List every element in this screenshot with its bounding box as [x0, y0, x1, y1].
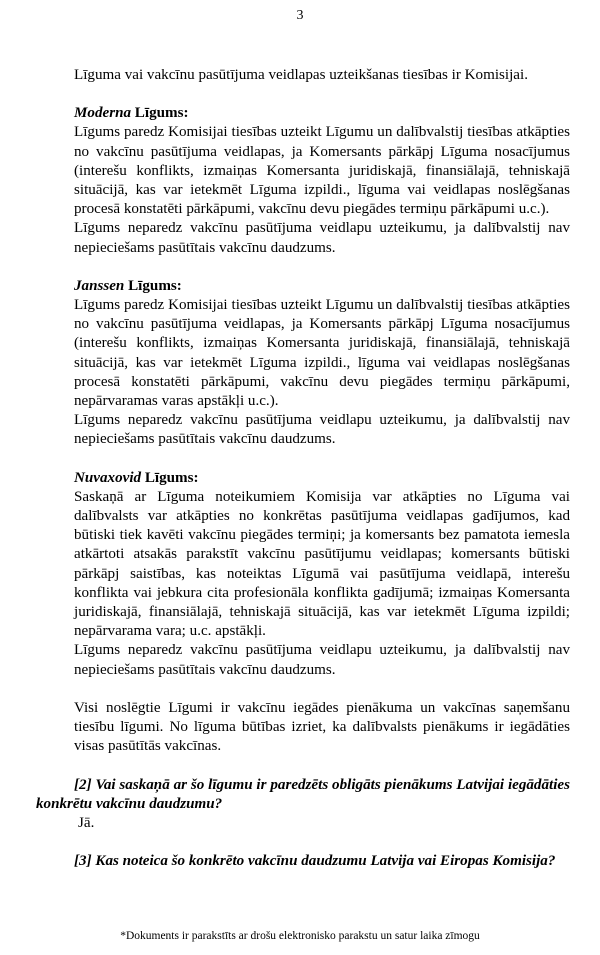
section-paragraph-1: Saskaņā ar Līguma noteikumiem Komisija var atkāpties no Līguma vai dalībvalsts var atkāpties no konkrētas pasūtījuma veidlapas gadījumos, kad būtiski tiek kavēti vakcīnu piegādes termiņi; ja komersants bez pamatota iemesla atkārtoti atsakās parakstīt vakcīnu pasūtījumu veidlapas; komersants būtiski pārkāpj saistības, kas noteiktas Līgumā vai pasūtījuma veidlapā, interešu konflikta vai jebkura cita profesionāla konflikta gadījumā; izmaiņas Komersanta juridiskajā, finansiālajā, tehniskajā situācijā, kas var ietekmēt Līguma izpildi; nepārvarama vara; u.c. apstākļi. [74, 488, 570, 640]
section-janssen [74, 277, 570, 450]
document-body [36, 66, 570, 871]
question-2: [2] Vai saskaņā ar šo līgumu ir paredzēts obligāts pienākums Latvijai iegādāties konkrētu vakcīnu daudzumu? [36, 776, 570, 812]
section-paragraph-1: Līgums paredz Komisijai tiesības uzteikt Līgumu un dalībvalstij tiesības atkāpties no vakcīnu pasūtījuma veidlapas, ja Komersants pārkāpj Līguma nosacījumus (interešu konflikts, izmaiņas Komersanta juridiskajā, finansiālajā, tehniskajā situācijā, kas var ietekmēt Līguma izpildi., līguma vai veidlapas noslēgšanas procesā konstatēti pārkāpumi, vakcīnu devu piegādes termiņu pārkāpumi u.c.). [74, 124, 570, 218]
section-heading [74, 469, 570, 488]
answer-2: Jā. [78, 814, 95, 831]
summary-paragraph: Visi noslēgtie Līgumi ir vakcīnu iegādes pienākuma un vakcīnas saņemšanu tiesību līgumi. No līguma būtības izriet, ka dalībvalsts pienākums ir iegādāties visas pasūtītās vakcīnas. [74, 699, 570, 755]
heading-suffix: Līgums: [124, 277, 182, 294]
intro-paragraph: Līguma vai vakcīnu pasūtījuma veidlapas uzteikšanas tiesības ir Komisijai. [74, 67, 528, 83]
brand-name: Janssen [74, 277, 125, 294]
signature-footnote: *Dokuments ir parakstīts ar drošu elektronisko parakstu un satur laika zīmogu [120, 930, 480, 942]
section-nuvaxovid [74, 469, 570, 680]
brand-name: Nuvaxovid [74, 469, 142, 486]
section-heading [74, 277, 570, 296]
heading-suffix: Līgums: [131, 105, 189, 122]
brand-name: Moderna [74, 105, 132, 122]
page-number: 3 [296, 8, 304, 23]
section-paragraph-2: Līgums neparedz vakcīnu pasūtījuma veidlapu uzteikumu, ja dalībvalstij nav nepieciešams pasūtītais vakcīnu daudzums. [74, 642, 570, 678]
section-paragraph-2: Līgums neparedz vakcīnu pasūtījuma veidlapu uzteikumu, ja dalībvalstij nav nepieciešams pasūtītais vakcīnu daudzums. [74, 220, 570, 256]
section-paragraph-1: Līgums paredz Komisijai tiesības uzteikt Līgumu un dalībvalstij tiesības atkāpties no vakcīnu pasūtījuma veidlapas, ja Komersants pārkāpj Līguma nosacījumus (interešu konflikts, izmaiņas Komersanta juridiskajā, finansiālajā, tehniskajā situācijā, kas var ietekmēt Līguma izpildi., līguma vai veidlapas noslēgšanas procesā konstatēti pārkāpumi, vakcīnu devu piegādes termiņu pārkāpumi, nepārvaramas varas apstākļi u.c.). [74, 297, 570, 410]
section-heading [74, 104, 570, 123]
section-paragraph-2: Līgums neparedz vakcīnu pasūtījuma veidlapu uzteikumu, ja dalībvalstij nav nepieciešams pasūtītais vakcīnu daudzums. [74, 412, 570, 448]
section-moderna [74, 104, 570, 258]
question-3: [3] Kas noteica šo konkrēto vakcīnu daudzumu Latvija vai Eiropas Komisija? [74, 853, 556, 870]
heading-suffix: Līgums: [141, 469, 199, 486]
